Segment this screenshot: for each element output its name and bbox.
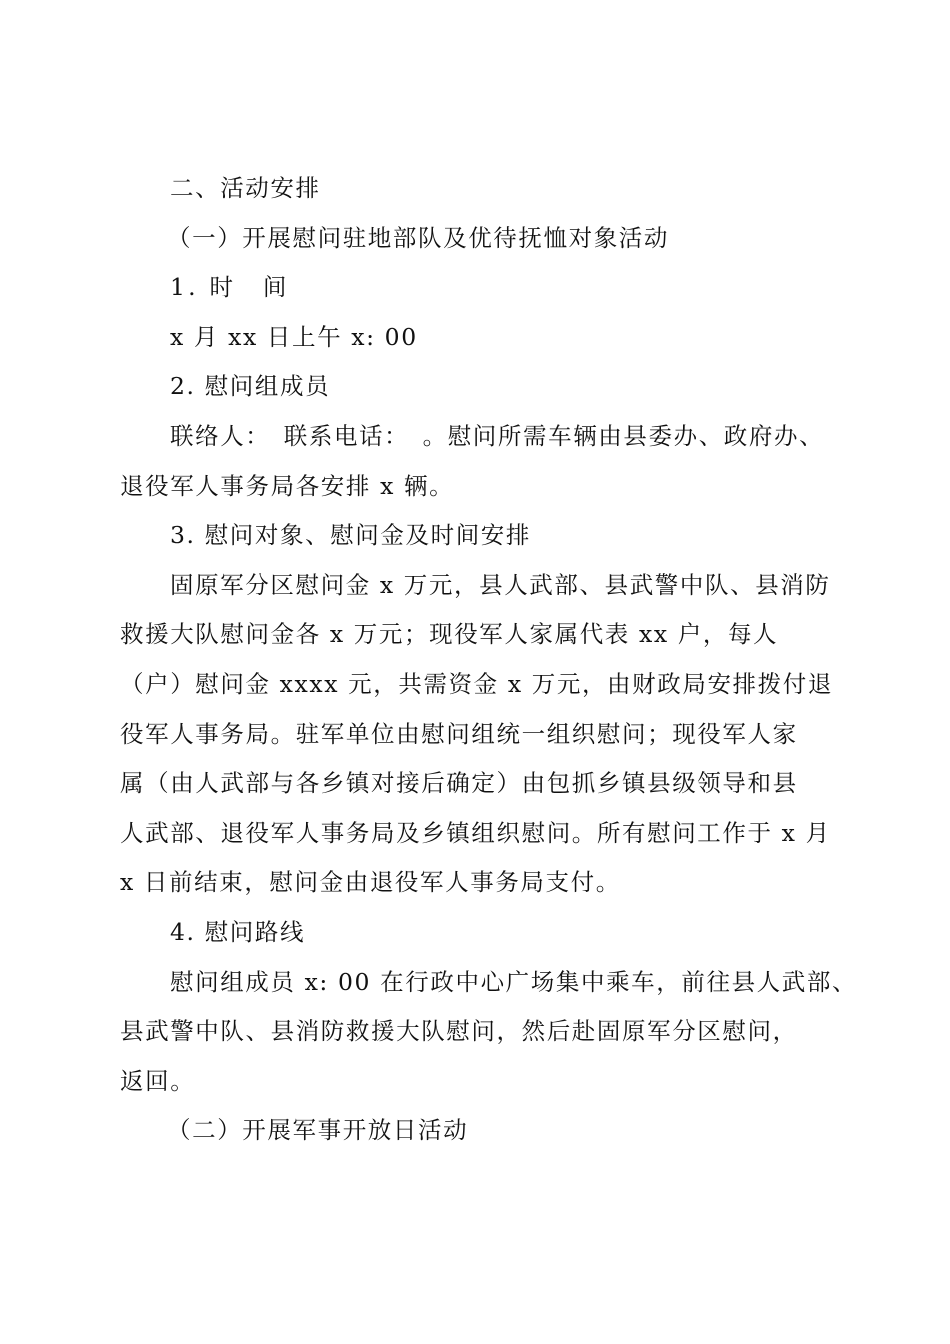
paragraph-line: 慰问组成员 x: 00 在行政中心广场集中乘车，前往县人武部、	[170, 967, 858, 996]
paragraph-line: 役军人事务局。驻军单位由慰问组统一组织慰问；现役军人家	[120, 719, 798, 748]
paragraph-line: 人武部、退役军人事务局及乡镇组织慰问。所有慰问工作于 x 月	[120, 818, 831, 847]
subsection-heading: （一）开展慰问驻地部队及优待抚恤对象活动	[167, 223, 669, 252]
paragraph-line: 固原军分区慰问金 x 万元，县人武部、县武警中队、县消防	[170, 570, 831, 599]
paragraph-line: （户）慰问金 xxxx 元，共需资金 x 万元，由财政局安排拨付退	[120, 669, 833, 698]
time-value: x 月 xx 日上午 x: 00	[170, 322, 418, 351]
item-heading-recipients: 3. 慰问对象、慰问金及时间安排	[170, 521, 531, 550]
subsection-heading: （二）开展军事开放日活动	[167, 1116, 469, 1145]
paragraph-line: 属（由人武部与各乡镇对接后确定）由包抓乡镇县级领导和县	[120, 769, 798, 798]
item-heading-route: 4. 慰问路线	[170, 917, 306, 946]
paragraph-line: 县武警中队、县消防救援大队慰问，然后赴固原军分区慰问，	[120, 1017, 798, 1046]
paragraph-line: 救援大队慰问金各 x 万元；现役军人家属代表 xx 户，每人	[120, 620, 779, 649]
section-heading: 二、活动安排	[170, 174, 321, 202]
paragraph-line: x 日前结束，慰问金由退役军人事务局支付。	[120, 868, 621, 897]
paragraph-line: 返回。	[120, 1066, 196, 1095]
item-heading-members: 2. 慰问组成员	[170, 372, 331, 401]
paragraph-line: 联络人： 联系电话： 。慰问所需车辆由县委办、政府办、	[170, 421, 825, 450]
paragraph-line: 退役军人事务局各安排 x 辆。	[120, 471, 455, 500]
item-heading-time: 1. 时 间	[170, 273, 290, 302]
document-body	[120, 164, 858, 1156]
